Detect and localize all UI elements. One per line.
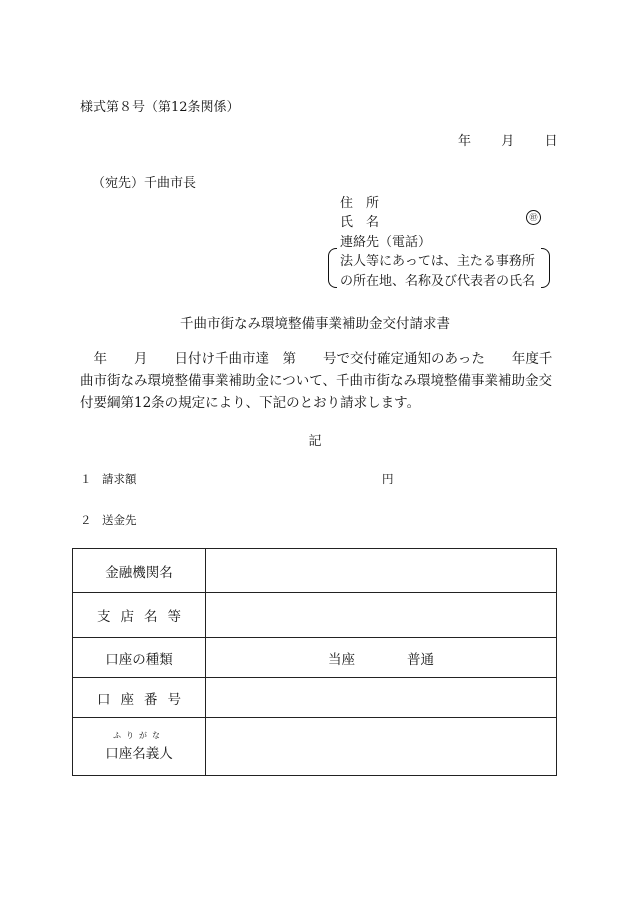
date-day: 日 — [544, 134, 558, 149]
holder-ruby: ふりがな — [113, 731, 165, 740]
row-account-number — [73, 678, 557, 718]
addressee: （宛先）千曲市長 — [92, 176, 197, 191]
branch-field[interactable] — [206, 593, 557, 638]
date-year: 年 — [458, 134, 472, 149]
account-holder-field[interactable] — [206, 718, 557, 776]
account-number-field[interactable] — [206, 678, 557, 718]
ki-heading: 記 — [308, 434, 322, 449]
corp-note-line1: 法人等にあっては、主たる事務所 — [340, 254, 535, 269]
account-type-label: 口座の種類 — [73, 638, 206, 678]
institution-field[interactable] — [206, 549, 557, 593]
bank-table — [72, 548, 557, 776]
account-holder-label — [73, 718, 206, 776]
corp-note-line2: の所在地、名称及び代表者の氏名 — [340, 274, 536, 289]
contact-label: 連絡先（電話） — [340, 235, 432, 250]
row-account-holder — [73, 718, 557, 776]
account-number-label: 口 座 番 号 — [73, 678, 206, 718]
option-futsu[interactable]: 普通 — [407, 651, 434, 668]
name-label: 氏 名 — [340, 215, 380, 230]
form-number: 様式第８号（第12条関係） — [80, 100, 240, 115]
item-request-amount: １ 請求額 — [80, 472, 137, 486]
date-month: 月 — [501, 134, 515, 149]
document-title: 千曲市街なみ環境整備事業補助金交付請求書 — [180, 316, 450, 332]
amount-unit: 円 — [382, 472, 394, 486]
holder-label: 口座名義人 — [105, 746, 173, 762]
institution-label: 金融機関名 — [73, 549, 206, 593]
item-remittance: ２ 送金先 — [80, 513, 137, 527]
branch-label: 支 店 名 等 — [73, 593, 206, 638]
body-text: 年 月 日付け千曲市達 第 号で交付確定通知のあった 年度千曲市街なみ環境整備事業補助金について、千曲市街なみ環境整備事業補助金交付要綱第12条の規定により、下記のとおり請求します。 — [80, 351, 553, 411]
seal-mark: ㊞ — [526, 210, 541, 225]
account-type-field — [206, 638, 557, 678]
row-institution — [73, 549, 557, 593]
bracket-left — [328, 248, 337, 288]
row-branch — [73, 593, 557, 638]
bracket-right — [541, 248, 550, 288]
date-line — [458, 130, 558, 149]
address-label: 住 所 — [340, 196, 380, 211]
option-touza[interactable]: 当座 — [328, 651, 355, 668]
row-account-type — [73, 638, 557, 678]
